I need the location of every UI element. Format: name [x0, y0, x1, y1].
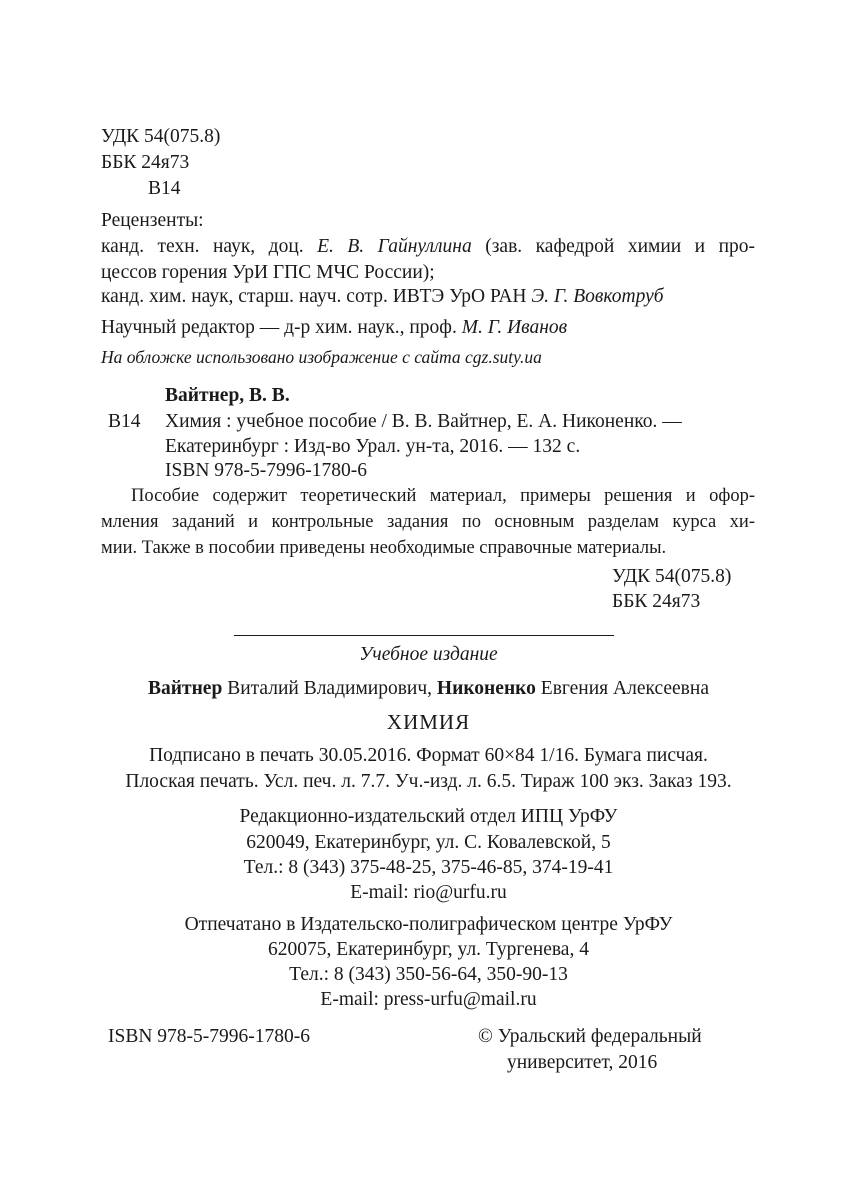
print-info-line-2: Плоская печать. Усл. печ. л. 7.7. Уч.-изд. л. 6.5. Тираж 100 экз. Заказ 193.	[125, 771, 732, 792]
cover-note: На обложке использовано изображение с сайта cgz.suty.ua	[101, 347, 542, 367]
publisher-name: Редакционно-издательский отдел ИПЦ УрФУ	[239, 806, 618, 827]
publisher-address: 620049, Екатеринбург, ул. С. Ковалевской, 5	[246, 832, 611, 853]
printer-name: Отпечатано в Издательско-полиграфическом центре УрФУ	[184, 914, 673, 935]
divider-rule	[234, 635, 614, 636]
reviewer-2-name: Э. Г. Вовкотруб	[531, 286, 664, 307]
reviewer-1-name: Е. В. Гайнуллина	[317, 236, 472, 257]
printer-phone: Тел.: 8 (343) 350-56-64, 350-90-13	[289, 964, 568, 985]
annotation-line-1: Пособие содержит теоретический материал, примеры решения и офор-	[131, 486, 755, 506]
bbk-code: ББК 24я73	[101, 152, 190, 173]
annotation-line-3: мии. Также в пособии приведены необходимые справочные материалы.	[101, 538, 667, 558]
reviewer-1-cont: цессов горения УрИ ГПС МЧС России);	[101, 262, 435, 283]
reviewer-1: канд. техн. наук, доц. Е. В. Гайнуллина (зав. кафедрой химии и про-	[101, 236, 756, 257]
bib-author: Вайтнер, В. В.	[165, 385, 290, 406]
scientific-editor: Научный редактор — д-р хим. наук., проф. М. Г. Иванов	[101, 317, 568, 338]
bib-line-2: Екатеринбург : Изд-во Урал. ун-та, 2016. — 132 с.	[165, 436, 581, 457]
authors-full: Вайтнер Виталий Владимирович, Никоненко Евгения Алексеевна	[148, 678, 709, 699]
edition-type: Учебное издание	[359, 644, 498, 665]
book-title: ХИМИЯ	[386, 710, 471, 734]
scientific-editor-name: М. Г. Иванов	[461, 317, 568, 338]
bib-line-1: Химия : учебное пособие / В. В. Вайтнер, Е. А. Никоненко. —	[165, 411, 682, 432]
author-mark: В14	[148, 178, 181, 199]
footer-udk: УДК 54(075.8)	[612, 566, 732, 587]
printer-email: E-mail: press-urfu@mail.ru	[320, 989, 537, 1010]
footer-bbk: ББК 24я73	[612, 591, 701, 612]
reviewer-2: канд. хим. наук, старш. науч. сотр. ИВТЭ УрО РАН Э. Г. Вовкотруб	[101, 286, 664, 307]
udk-code: УДК 54(075.8)	[101, 126, 221, 147]
printer-address: 620075, Екатеринбург, ул. Тургенева, 4	[268, 939, 589, 960]
copyright-line-1: © Уральский федеральный	[478, 1026, 702, 1047]
copyright-line-2: университет, 2016	[507, 1052, 658, 1073]
publisher-phone: Тел.: 8 (343) 375-48-25, 375-46-85, 374-19-41	[243, 857, 614, 878]
bottom-isbn: ISBN 978-5-7996-1780-6	[108, 1026, 311, 1047]
bib-code: В14	[108, 411, 141, 432]
bib-isbn: ISBN 978-5-7996-1780-6	[165, 460, 368, 481]
publisher-email: E-mail: rio@urfu.ru	[350, 882, 507, 903]
print-info-line-1: Подписано в печать 30.05.2016. Формат 60×84 1/16. Бумага писчая.	[149, 745, 708, 766]
annotation-line-2: мления заданий и контрольные задания по основным разделам курса хи-	[101, 512, 755, 532]
reviewers-heading: Рецензенты:	[101, 210, 204, 231]
